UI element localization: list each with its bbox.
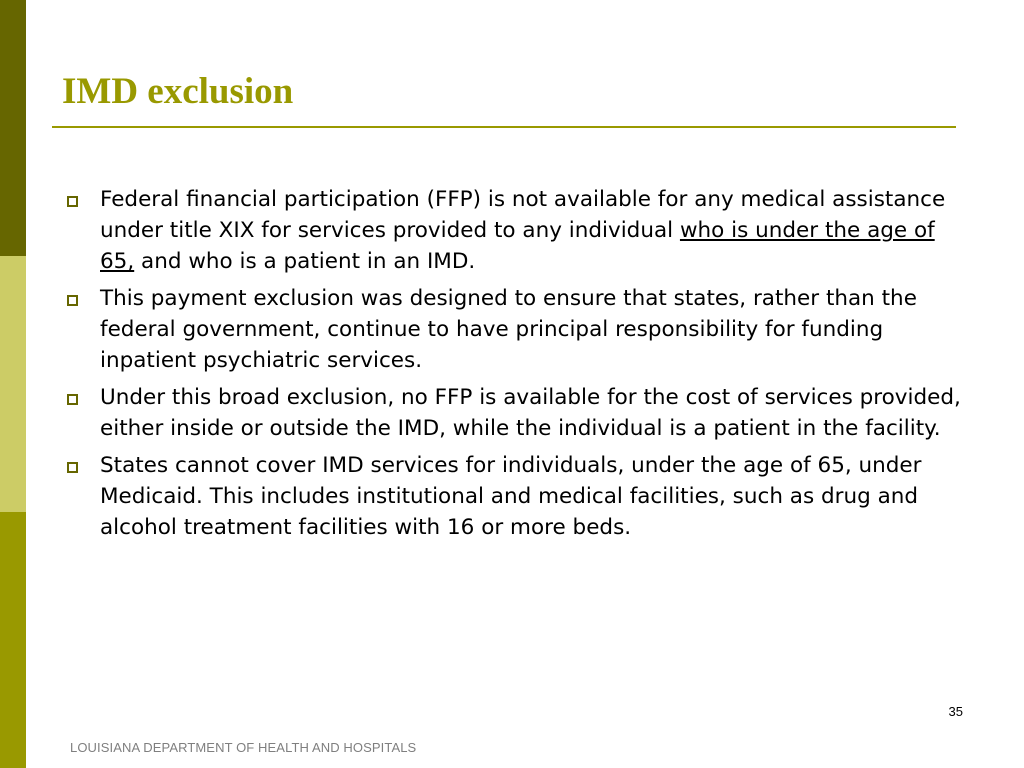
sidebar-dark-segment — [0, 0, 26, 256]
bullet-text: This payment exclusion was designed to ensure that states, rather than the federal government, continue to have principal responsibility for funding inpatient psychiatric services. — [100, 286, 917, 373]
bullet-item-states-coverage — [62, 450, 972, 543]
sidebar-olive-segment — [0, 512, 26, 768]
title-divider — [52, 126, 956, 128]
square-bullet-icon — [67, 196, 78, 207]
bullet-item-payment-exclusion — [62, 283, 972, 376]
sidebar-light-segment — [0, 256, 26, 512]
bullet-item-broad-exclusion — [62, 382, 972, 444]
slide-title: IMD exclusion — [62, 71, 294, 112]
bullet-text-part: and who is a patient in an IMD. — [134, 249, 476, 274]
bullet-text-part: Federal financial participation (FFP) is not available for any medical assistance under title XIX for services provided to any individual — [100, 187, 946, 243]
bullet-text: States cannot cover IMD services for individuals, under the age of 65, under Medicaid. This includes institutional and medical facilities, such as drug and alcohol treatment facilities with 16 or more beds. — [100, 453, 922, 540]
square-bullet-icon — [67, 394, 78, 405]
bullet-text: Under this broad exclusion, no FFP is available for the cost of services provided, either inside or outside the IMD, while the individual is a patient in the facility. — [100, 385, 961, 441]
footer-organization: LOUISIANA DEPARTMENT OF HEALTH AND HOSPITALS — [70, 740, 417, 755]
page-number: 35 — [948, 704, 963, 719]
bullet-list — [62, 184, 972, 549]
square-bullet-icon — [67, 462, 78, 473]
square-bullet-icon — [67, 295, 78, 306]
bullet-underlined-text: who is under the age of 65, — [100, 218, 935, 274]
bullet-item-ffp — [62, 184, 972, 277]
